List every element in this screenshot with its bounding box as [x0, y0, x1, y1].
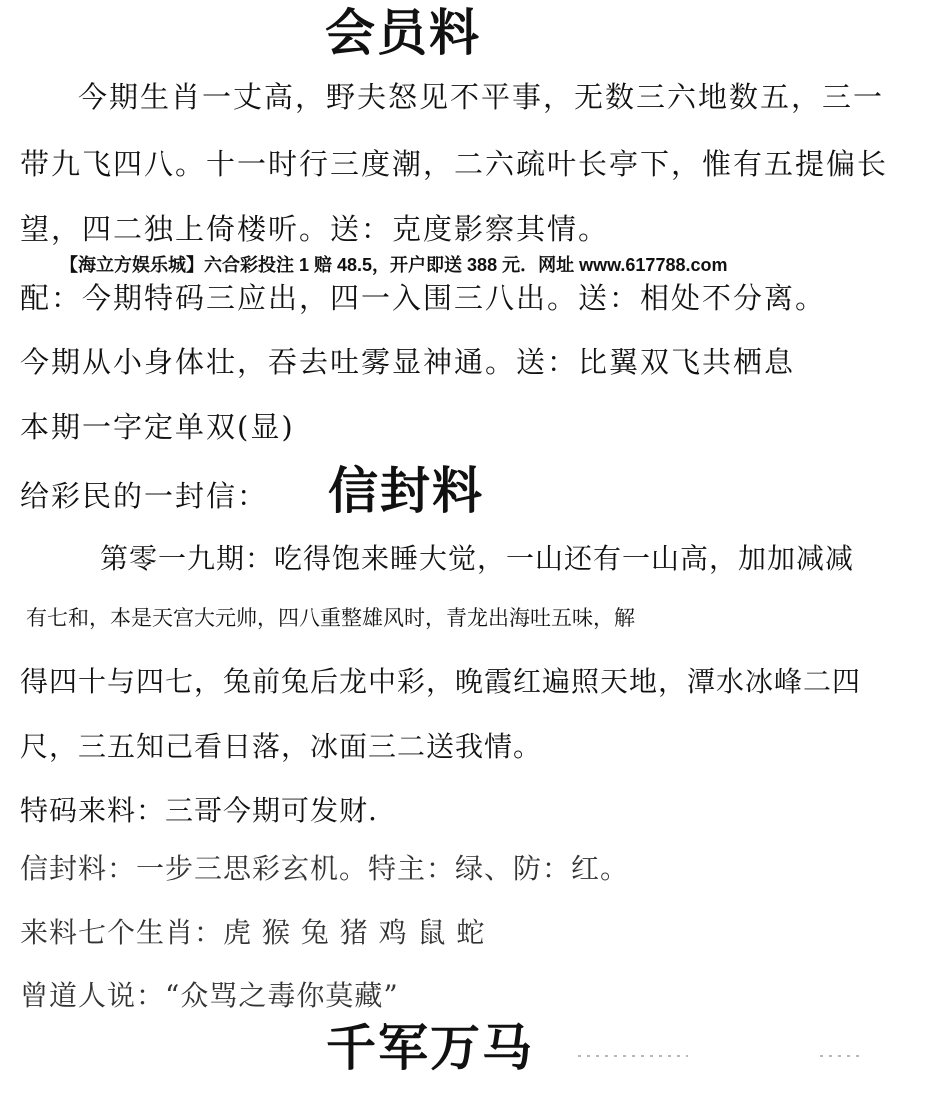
scan-noise-mark [578, 1055, 688, 1057]
zodiac-line: 来料七个生肖：虎 猴 兔 猪 鸡 鼠 蛇 [20, 916, 486, 949]
ad-banner: 【海立方娱乐城】六合彩投注 1 赔 48.5，开户即送 388 元．网址 www.617788.com [60, 255, 728, 275]
verse-line-3: 望，四二独上倚楼听。送：克度影察其情。 [20, 212, 610, 246]
letter-line-2: 有七和，本是天宫大元帅，四八重整雄风时，青龙出海吐五味，解 [26, 606, 635, 630]
letter-line-1: 第零一九期：吃得饱来睡大觉，一山还有一山高，加加减减 [100, 542, 855, 575]
verse-line-4: 配：今期特码三应出，四一入围三八出。送：相处不分离。 [20, 281, 827, 315]
verse-line-2: 带九飞四八。十一时行三度潮，二六疏叶长亭下，惟有五提偏长 [20, 147, 889, 181]
single-double-line: 本期一字定单双(显) [20, 410, 295, 444]
special-code-line: 特码来料：三哥今期可发财. [20, 794, 378, 827]
letter-line-3: 得四十与四七，兔前兔后龙中彩，晚霞红遍照天地，潭水冰峰二四 [20, 665, 862, 698]
letter-material-line: 信封料：一步三思彩玄机。特主：绿、防：红。 [20, 852, 630, 885]
scan-noise-mark [820, 1055, 860, 1057]
title-letter: 信封料 [328, 461, 484, 520]
verse-line-1: 今期生肖一丈高，野夫怒见不平事，无数三六地数五，三一 [78, 80, 885, 114]
title-member: 会员料 [325, 3, 481, 62]
verse-line-5: 今期从小身体壮，吞去吐雾显神通。送：比翼双飞共栖息 [20, 345, 796, 379]
taoist-quote-line: 曾道人说：“众骂之毒你莫藏” [20, 979, 399, 1012]
letter-intro: 给彩民的一封信： [20, 479, 269, 513]
title-army: 千军万马 [326, 1018, 534, 1077]
letter-line-4: 尺，三五知己看日落，冰面三二送我情。 [20, 730, 543, 763]
